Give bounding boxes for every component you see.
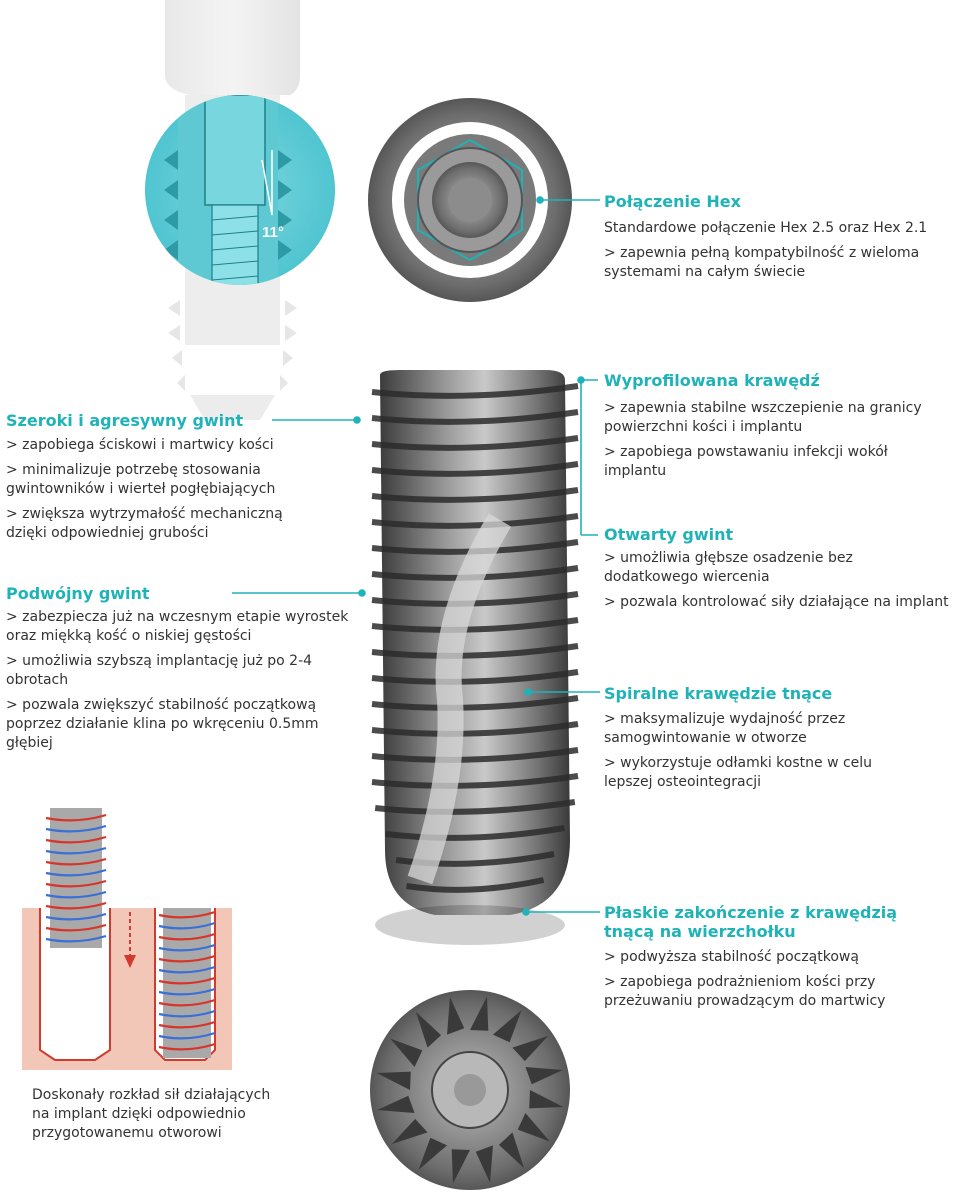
- body-line: > umożliwia głębsze osadzenie bez dodatkowego wiercenia: [604, 550, 853, 585]
- section-title-podwojny: Podwójny gwint: [6, 584, 150, 603]
- section-body-polaczenie-hex: [604, 219, 944, 288]
- section-body-podwojny: [6, 608, 368, 759]
- section-title-plaskie: Płaskie zakończenie z krawędzią tnącą na wierzchołku: [604, 903, 898, 941]
- body-line: Standardowe połączenie Hex 2.5 oraz Hex 2.1: [604, 220, 928, 236]
- angle-label: 11°: [262, 224, 284, 241]
- implant-body: [372, 370, 578, 945]
- section-body-wyprofilowana: [604, 399, 954, 487]
- body-line: > minimalizuje potrzebę stosowania gwintowników i wierteł pogłębiających: [6, 462, 276, 497]
- body-line: > pozwala kontrolować siły działające na implant: [604, 594, 949, 610]
- implant-bottom-view: [370, 990, 570, 1190]
- body-line: > umożliwia szybszą implantację już po 2-4 obrotach: [6, 653, 313, 688]
- section-body-spiralne: [604, 710, 904, 798]
- section-title-wyprofilowana: Wyprofilowana krawędź: [604, 371, 820, 390]
- section-title-spiralne: Spiralne krawędzie tnące: [604, 684, 833, 703]
- section-title-otwarty: Otwarty gwint: [604, 525, 734, 544]
- body-line: > zapobiega powstawaniu infekcji wokół implantu: [604, 444, 888, 479]
- section-body-szeroki: [6, 436, 291, 549]
- section-title-szeroki: Szeroki i agresywny gwint: [6, 411, 244, 430]
- body-line: > podwyższa stabilność początkową: [604, 949, 859, 965]
- body-line: > maksymalizuje wydajność przez samogwintowanie w otworze: [604, 711, 846, 746]
- socket-diagram: [22, 808, 232, 1070]
- body-line: > zapewnia pełną kompatybilność z wieloma systemami na całym świecie: [604, 245, 920, 280]
- section-body-plaskie: [604, 948, 964, 1017]
- body-line: > zwiększa wytrzymałość mechaniczną dzięki odpowiedniej grubości: [6, 506, 283, 541]
- socket-caption: Doskonały rozkład sił działających na implant dzięki odpowiednio przygotowanemu otworowi: [32, 1087, 271, 1141]
- body-line: > zapewnia stabilne wszczepienie na granicy powierzchni kości i implantu: [604, 400, 922, 435]
- body-line: > zabezpiecza już na wczesnym etapie wyrostek oraz miękką kość o niskiej gęstości: [6, 609, 349, 644]
- section-title-polaczenie-hex: Połączenie Hex: [604, 192, 741, 211]
- body-line: > zapobiega ściskowi i martwicy kości: [6, 437, 274, 453]
- section-body-otwarty: [604, 549, 949, 618]
- body-line: > pozwala zwiększyć stabilność początkową poprzez działanie klina po wkręceniu 0.5mm głębiej: [6, 697, 319, 751]
- body-line: > wykorzystuje odłamki kostne w celu lepszej osteointegracji: [604, 755, 873, 790]
- body-line: > zapobiega podrażnieniom kości przy przeżuwaniu prowadzącym do martwicy: [604, 974, 886, 1009]
